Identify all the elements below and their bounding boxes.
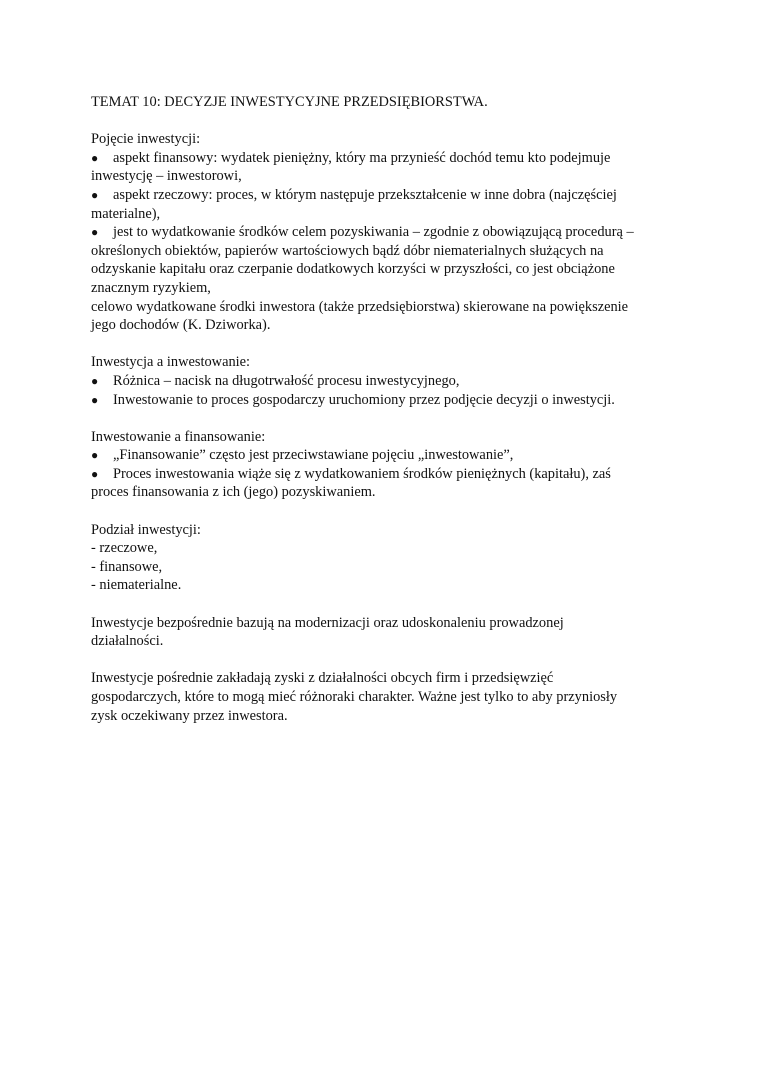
bullet-text: aspekt rzeczowy: proces, w którym następuje przekształcenie w inne dobra (najczęściej xyxy=(113,186,617,203)
bullet-text: jest to wydatkowanie środków celem pozyskiwania – zgodnie z obowiązującą procedurą – xyxy=(113,224,634,241)
bullet-icon: ● xyxy=(91,466,99,481)
bullet-text: aspekt finansowy: wydatek pieniężny, który ma przynieść dochód temu kto podejmuje xyxy=(113,149,611,166)
bullet-continuation: materialne), xyxy=(91,205,161,222)
list-item: - finansowe, xyxy=(91,558,163,575)
bullet-continuation: inwestycję – inwestorowi, xyxy=(91,168,242,185)
bullet-icon: ● xyxy=(91,392,99,407)
bullet-icon: ● xyxy=(91,187,99,202)
paragraph-line: zysk oczekiwany przez inwestora. xyxy=(91,707,288,724)
bullet-text: Proces inwestowania wiąże się z wydatkowaniem środków pieniężnych (kapitału), zaś xyxy=(113,465,611,482)
bullet-item xyxy=(91,372,681,391)
bullet-item xyxy=(91,446,681,465)
section-heading-inwestycja: Inwestycja a inwestowanie: xyxy=(91,354,251,371)
bullet-text: Różnica – nacisk na długotrwałość procesu inwestycyjnego, xyxy=(113,372,460,389)
section-heading-pojecie: Pojęcie inwestycji: xyxy=(91,131,201,148)
document-title: TEMAT 10: DECYZJE INWESTYCYJNE PRZEDSIĘBIORSTWA. xyxy=(91,94,488,110)
bullet-continuation: określonych obiektów, papierów wartościowych bądź dóbr niematerialnych służących na xyxy=(91,242,604,259)
section-heading-podzial: Podział inwestycji: xyxy=(91,521,201,538)
bullet-icon: ● xyxy=(91,448,99,463)
paragraph-line: celowo wydatkowane środki inwestora (także przedsiębiorstwa) skierowane na powiększenie xyxy=(91,298,629,315)
paragraph-line: jego dochodów (K. Dziworka). xyxy=(91,317,271,334)
bullet-item xyxy=(91,149,681,168)
bullet-item xyxy=(91,465,681,484)
document-body xyxy=(91,93,681,725)
bullet-continuation: odzyskanie kapitału oraz czerpanie dodatkowych korzyści w przyszłości, co jest obciążone xyxy=(91,261,615,278)
bullet-item xyxy=(91,223,681,242)
bullet-icon: ● xyxy=(91,373,99,388)
bullet-icon: ● xyxy=(91,225,99,240)
paragraph-line: działalności. xyxy=(91,633,164,650)
bullet-item xyxy=(91,391,681,410)
list-item: - rzeczowe, xyxy=(91,540,158,557)
paragraph-line: gospodarczych, które to mogą mieć różnoraki charakter. Ważne jest tylko to aby przyniosły xyxy=(91,689,618,705)
bullet-icon: ● xyxy=(91,150,99,165)
section-heading-finansowanie: Inwestowanie a finansowanie: xyxy=(91,428,266,445)
list-item: - niematerialne. xyxy=(91,577,182,594)
bullet-continuation: znacznym ryzykiem, xyxy=(91,279,211,296)
paragraph-line: Inwestycje pośrednie zakładają zyski z działalności obcych firm i przedsięwzięć xyxy=(91,670,554,687)
paragraph-line: Inwestycje bezpośrednie bazują na modernizacji oraz udoskonaleniu prowadzonej xyxy=(91,614,564,631)
bullet-text: Inwestowanie to proces gospodarczy uruchomiony przez podjęcie decyzji o inwestycji. xyxy=(113,391,615,408)
bullet-item xyxy=(91,186,681,205)
bullet-continuation: proces finansowania z ich (jego) pozyskiwaniem. xyxy=(91,484,376,501)
bullet-text: „Finansowanie” często jest przeciwstawiane pojęciu „inwestowanie”, xyxy=(113,447,514,464)
